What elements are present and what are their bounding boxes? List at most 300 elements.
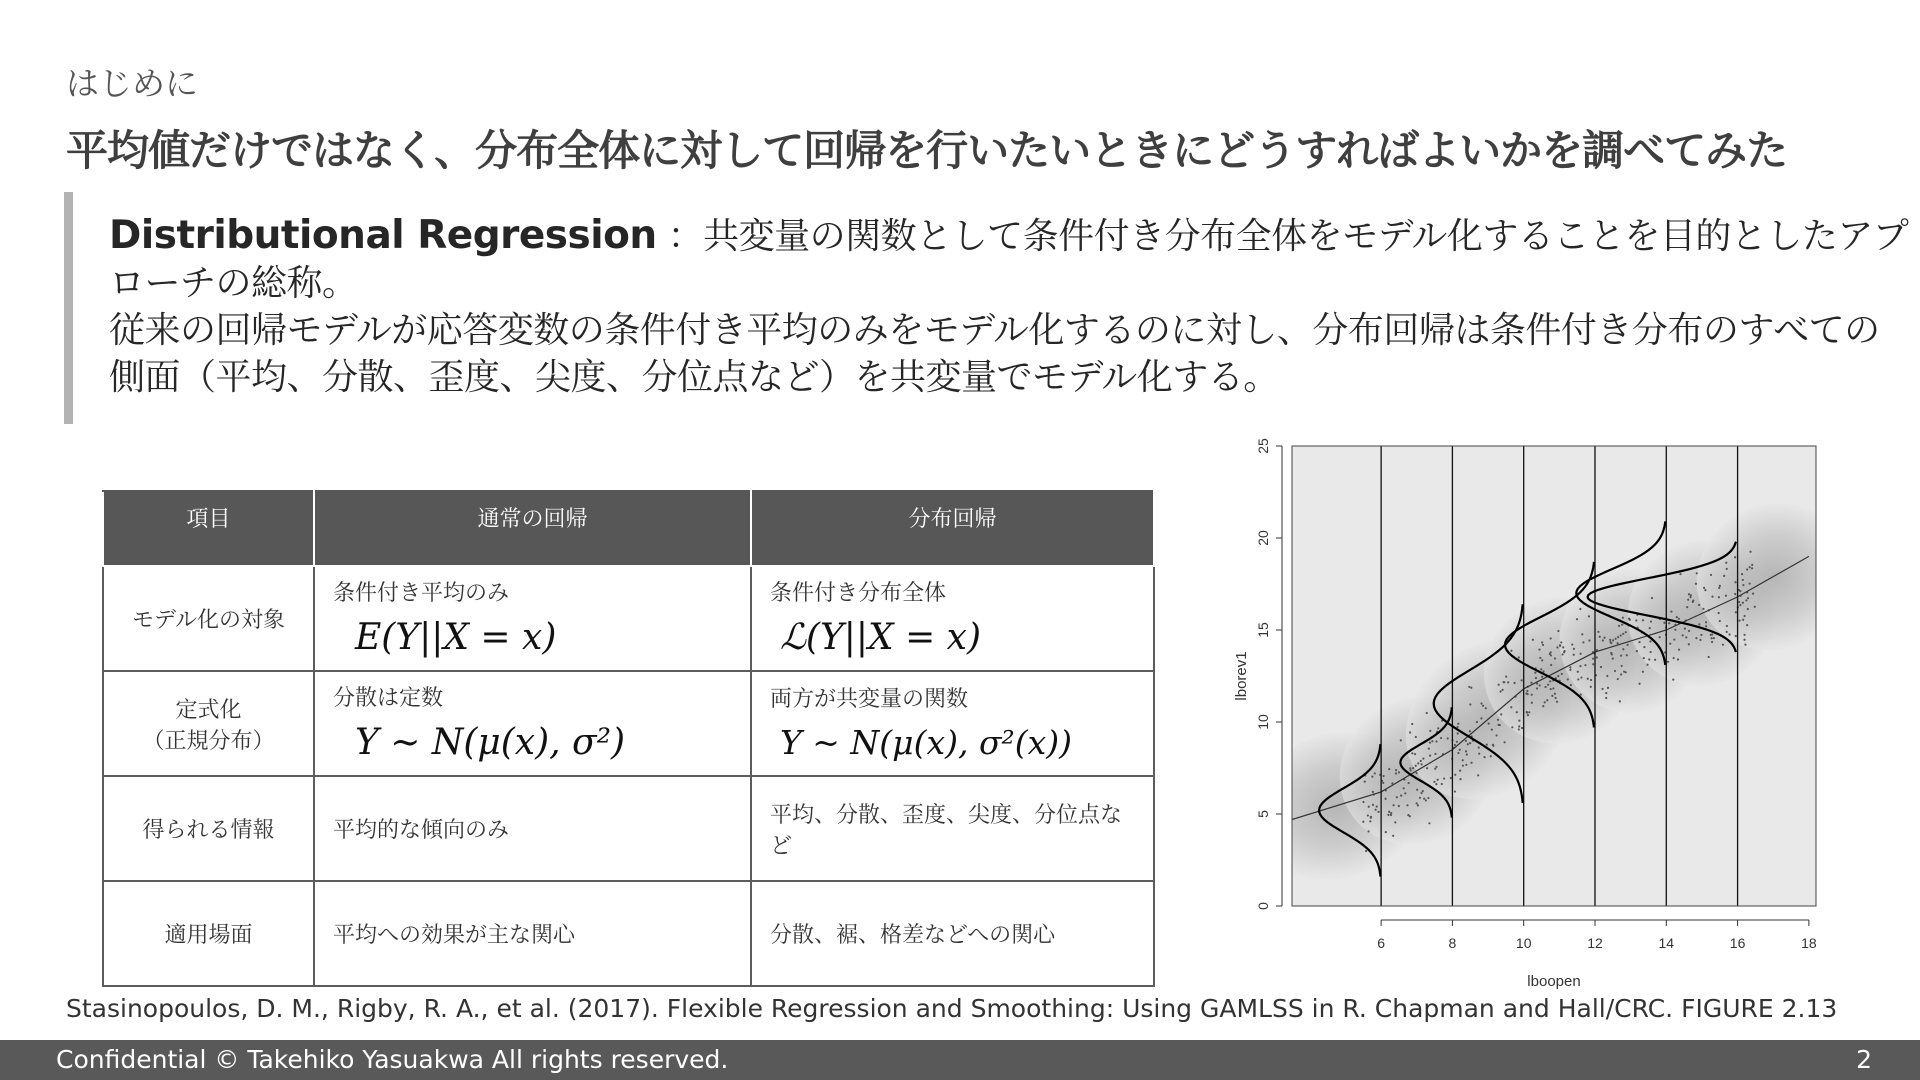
data-point: [1507, 681, 1509, 683]
data-point: [1739, 604, 1741, 606]
data-point: [1682, 634, 1684, 636]
data-point: [1702, 608, 1704, 610]
data-point: [1429, 730, 1431, 732]
table-row: [103, 881, 1154, 986]
data-point: [1674, 629, 1676, 631]
data-point: [1745, 599, 1747, 601]
data-point: [1541, 659, 1543, 661]
data-point: [1663, 622, 1665, 624]
data-point: [1673, 638, 1675, 640]
data-point: [1562, 646, 1564, 648]
y-tick-label: 20: [1255, 530, 1271, 546]
data-point: [1503, 681, 1505, 683]
data-point: [1587, 678, 1589, 680]
data-point: [1457, 723, 1459, 725]
data-point: [1408, 782, 1410, 784]
data-point: [1486, 744, 1488, 746]
data-point: [1434, 753, 1436, 755]
data-point: [1384, 798, 1386, 800]
data-point: [1410, 769, 1412, 771]
data-point: [1552, 687, 1554, 689]
data-point: [1610, 652, 1612, 654]
y-tick-label: 5: [1255, 810, 1271, 818]
data-point: [1557, 675, 1559, 677]
data-point: [1742, 602, 1744, 604]
data-point: [1667, 661, 1669, 663]
data-point: [1734, 556, 1736, 558]
data-point: [1480, 717, 1482, 719]
data-point: [1476, 721, 1478, 723]
data-point: [1725, 562, 1727, 564]
data-point: [1395, 772, 1397, 774]
data-point: [1420, 792, 1422, 794]
data-point: [1738, 619, 1740, 621]
data-point: [1610, 642, 1612, 644]
data-point: [1420, 760, 1422, 762]
dist-cell: [751, 671, 1154, 776]
data-point: [1719, 585, 1721, 587]
row-label: モデル化の対象: [103, 566, 314, 671]
data-point: [1698, 623, 1700, 625]
normal-cell: 平均への効果が主な関心: [314, 881, 751, 986]
data-point: [1679, 573, 1681, 575]
data-point: [1546, 699, 1548, 701]
data-point: [1470, 687, 1472, 689]
data-point: [1569, 669, 1571, 671]
data-point: [1579, 665, 1581, 667]
data-point: [1465, 740, 1467, 742]
data-point: [1688, 630, 1690, 632]
data-point: [1556, 646, 1558, 648]
data-point: [1600, 666, 1602, 668]
normal-cell: 平均的な傾向のみ: [314, 776, 751, 881]
data-point: [1687, 599, 1689, 601]
data-point: [1532, 639, 1534, 641]
data-point: [1557, 630, 1559, 632]
data-point: [1540, 668, 1542, 670]
data-point: [1525, 692, 1527, 694]
data-point: [1465, 764, 1467, 766]
data-point: [1614, 670, 1616, 672]
data-point: [1527, 714, 1529, 716]
data-point: [1375, 809, 1377, 811]
data-point: [1403, 787, 1405, 789]
data-point: [1742, 619, 1744, 621]
data-point: [1521, 727, 1523, 729]
data-point: [1623, 671, 1625, 673]
data-point: [1567, 678, 1569, 680]
data-point: [1369, 820, 1371, 822]
data-point: [1612, 639, 1614, 641]
data-point: [1596, 656, 1598, 658]
data-point: [1622, 633, 1624, 635]
data-point: [1406, 804, 1408, 806]
data-point: [1426, 767, 1428, 769]
data-point: [1409, 767, 1411, 769]
table-row: [103, 776, 1154, 881]
data-point: [1735, 635, 1737, 637]
footer-bar: [0, 1040, 1920, 1080]
data-point: [1518, 728, 1520, 730]
data-point: [1684, 628, 1686, 630]
data-point: [1400, 795, 1402, 797]
data-point: [1749, 566, 1751, 568]
data-point: [1696, 572, 1698, 574]
data-point: [1518, 725, 1520, 727]
row-label-line2: （正規分布）: [142, 728, 275, 754]
data-point: [1636, 650, 1638, 652]
data-point: [1597, 631, 1599, 633]
data-point: [1703, 587, 1705, 589]
data-point: [1497, 719, 1499, 721]
data-point: [1362, 821, 1364, 823]
data-point: [1728, 633, 1730, 635]
data-point: [1425, 799, 1427, 801]
row-label: 適用場面: [103, 881, 314, 986]
slide-title: 平均値だけではなく、分布全体に対して回帰を行いたいときにどうすればよいかを調べてみた: [66, 126, 1788, 175]
data-point: [1531, 694, 1533, 696]
data-point: [1642, 619, 1644, 621]
data-point: [1620, 655, 1622, 657]
data-point: [1579, 653, 1581, 655]
data-point: [1744, 644, 1746, 646]
data-point: [1492, 745, 1494, 747]
data-point: [1711, 633, 1713, 635]
dist-text: 条件付き分布全体: [770, 580, 947, 606]
data-point: [1550, 637, 1552, 639]
definition-text-2: 従来の回帰モデルが応答変数の条件付き平均のみをモデル化するのに対し、分布回帰は条件付き分布のすべての側面（平均、分散、歪度、尖度、分位点など）を共変量でモデル化する。: [109, 310, 1880, 398]
data-point: [1478, 753, 1480, 755]
data-point: [1457, 752, 1459, 754]
data-point: [1754, 606, 1756, 608]
data-point: [1643, 646, 1645, 648]
data-point: [1390, 814, 1392, 816]
data-point: [1672, 679, 1674, 681]
data-point: [1722, 644, 1724, 646]
data-point: [1746, 568, 1748, 570]
data-point: [1626, 644, 1628, 646]
data-point: [1726, 625, 1728, 627]
normal-cell: [314, 671, 751, 776]
data-point: [1723, 575, 1725, 577]
data-point: [1550, 654, 1552, 656]
data-point: [1368, 806, 1370, 808]
data-point: [1394, 821, 1396, 823]
data-point: [1676, 616, 1678, 618]
data-point: [1686, 606, 1688, 608]
data-point: [1365, 850, 1367, 852]
data-point: [1535, 677, 1537, 679]
data-point: [1462, 759, 1464, 761]
data-point: [1726, 631, 1728, 633]
data-point: [1462, 765, 1464, 767]
dist-cell: 分散、裾、格差などへの関心: [751, 881, 1154, 986]
data-point: [1469, 730, 1471, 732]
data-point: [1396, 796, 1398, 798]
x-tick-label: 16: [1729, 935, 1746, 951]
data-point: [1426, 712, 1428, 714]
data-point: [1612, 657, 1614, 659]
dist-text: 両方が共変量の関数: [770, 686, 969, 712]
data-point: [1677, 658, 1679, 660]
data-point: [1609, 639, 1611, 641]
data-point: [1685, 636, 1687, 638]
y-tick-label: 0: [1255, 902, 1271, 910]
data-point: [1429, 742, 1431, 744]
data-point: [1422, 790, 1424, 792]
data-point: [1465, 750, 1467, 752]
data-point: [1398, 771, 1400, 773]
normal-formula: E(Y||X = x): [355, 616, 557, 658]
data-point: [1689, 596, 1691, 598]
data-point: [1495, 734, 1497, 736]
data-point: [1649, 627, 1651, 629]
x-tick-label: 8: [1448, 935, 1457, 951]
data-point: [1367, 814, 1369, 816]
data-point: [1669, 643, 1671, 645]
data-point: [1398, 805, 1400, 807]
data-point: [1605, 692, 1607, 694]
data-point: [1422, 758, 1424, 760]
data-point: [1711, 596, 1713, 598]
data-point: [1498, 684, 1500, 686]
data-point: [1719, 620, 1721, 622]
data-point: [1478, 747, 1480, 749]
data-point: [1447, 737, 1449, 739]
data-point: [1659, 636, 1661, 638]
data-point: [1698, 604, 1700, 606]
data-point: [1428, 748, 1430, 750]
data-point: [1415, 736, 1417, 738]
data-point: [1454, 774, 1456, 776]
data-point: [1588, 615, 1590, 617]
data-point: [1700, 634, 1702, 636]
data-point: [1749, 551, 1751, 553]
data-point: [1651, 597, 1653, 599]
row-label: 得られる情報: [103, 776, 314, 881]
data-point: [1404, 792, 1406, 794]
data-point: [1550, 688, 1552, 690]
page-number: 2: [1856, 1045, 1872, 1074]
data-point: [1480, 702, 1482, 704]
data-point: [1560, 641, 1562, 643]
data-point: [1576, 618, 1578, 620]
data-point: [1362, 801, 1364, 803]
data-point: [1638, 683, 1640, 685]
data-point: [1642, 671, 1644, 673]
y-tick-label: 15: [1255, 622, 1271, 638]
data-point: [1606, 675, 1608, 677]
data-point: [1417, 762, 1419, 764]
data-point: [1581, 633, 1583, 635]
data-point: [1526, 712, 1528, 714]
data-point: [1705, 621, 1707, 623]
data-point: [1688, 593, 1690, 595]
data-point: [1617, 636, 1619, 638]
data-point: [1550, 664, 1552, 666]
data-point: [1734, 593, 1736, 595]
data-point: [1382, 775, 1384, 777]
data-point: [1518, 656, 1520, 658]
definition-text-1: 共変量の関数として条件付き分布全体をモデル化することを目的としたアプローチの総称。: [109, 216, 1909, 304]
data-point: [1414, 753, 1416, 755]
data-point: [1749, 582, 1751, 584]
data-point: [1456, 741, 1458, 743]
data-point: [1577, 678, 1579, 680]
data-point: [1708, 656, 1710, 658]
data-point: [1510, 650, 1512, 652]
data-point: [1561, 673, 1563, 675]
data-point: [1577, 671, 1579, 673]
data-point: [1503, 741, 1505, 743]
data-point: [1710, 574, 1712, 576]
data-point: [1388, 811, 1390, 813]
data-point: [1415, 765, 1417, 767]
data-point: [1741, 573, 1743, 575]
data-point: [1549, 680, 1551, 682]
data-point: [1482, 705, 1484, 707]
dist-cell: 平均、分散、歪度、尖度、分位点など: [751, 776, 1154, 881]
data-point: [1457, 732, 1459, 734]
data-point: [1569, 666, 1571, 668]
data-point: [1385, 831, 1387, 833]
data-point: [1699, 639, 1701, 641]
data-point: [1554, 693, 1556, 695]
data-point: [1485, 707, 1487, 709]
data-point: [1459, 778, 1461, 780]
data-point: [1531, 702, 1533, 704]
data-point: [1711, 637, 1713, 639]
header-item: 項目: [103, 491, 314, 566]
data-point: [1411, 752, 1413, 754]
x-axis-label: lboopen: [1527, 973, 1581, 990]
citation: Stasinopoulos, D. M., Rigby, R. A., et al. (2017). Flexible Regression and Smoothing: Using GAMLSS in R. Chapman and Hall/CRC. FIGURE 2.13: [66, 994, 1838, 1023]
data-point: [1678, 618, 1680, 620]
data-point: [1584, 664, 1586, 666]
data-point: [1592, 658, 1594, 660]
comparison-table: [102, 490, 1155, 987]
data-point: [1542, 670, 1544, 672]
data-point: [1635, 619, 1637, 621]
data-point: [1544, 701, 1546, 703]
data-point: [1541, 676, 1543, 678]
data-point: [1392, 835, 1394, 837]
data-point: [1435, 766, 1437, 768]
data-point: [1541, 641, 1543, 643]
data-point: [1695, 583, 1697, 585]
data-point: [1621, 624, 1623, 626]
table-header-row: [103, 491, 1154, 566]
definition-term: Distributional Regression: [109, 213, 657, 258]
data-point: [1551, 695, 1553, 697]
data-point: [1469, 742, 1471, 744]
x-tick-label: 14: [1658, 935, 1675, 951]
data-point: [1416, 772, 1418, 774]
dist-cell: [751, 566, 1154, 671]
data-point: [1607, 687, 1609, 689]
definition-separator: ：: [667, 216, 704, 257]
data-point: [1469, 703, 1471, 705]
data-point: [1751, 567, 1753, 569]
data-point: [1371, 776, 1373, 778]
data-point: [1434, 768, 1436, 770]
data-point: [1429, 755, 1431, 757]
data-point: [1459, 770, 1461, 772]
data-point: [1428, 822, 1430, 824]
data-point: [1618, 625, 1620, 627]
normal-cell: [314, 566, 751, 671]
data-point: [1437, 727, 1439, 729]
data-point: [1742, 579, 1744, 581]
data-point: [1747, 597, 1749, 599]
data-point: [1513, 682, 1515, 684]
data-point: [1650, 620, 1652, 622]
row-label: [103, 671, 314, 776]
data-point: [1468, 686, 1470, 688]
data-point: [1620, 634, 1622, 636]
header-distributional-regression: 分布回帰: [751, 491, 1154, 566]
data-point: [1467, 743, 1469, 745]
data-point: [1499, 724, 1501, 726]
data-point: [1648, 658, 1650, 660]
header-normal-regression: 通常の回帰: [314, 491, 751, 566]
data-point: [1374, 772, 1376, 774]
definition-block: [64, 192, 1909, 424]
y-tick-label: 10: [1255, 714, 1271, 730]
data-point: [1433, 781, 1435, 783]
data-point: [1617, 642, 1619, 644]
data-point: [1590, 686, 1592, 688]
data-point: [1412, 767, 1414, 769]
data-point: [1409, 731, 1411, 733]
x-tick-label: 18: [1801, 935, 1817, 951]
data-point: [1364, 780, 1366, 782]
data-point: [1483, 756, 1485, 758]
data-point: [1528, 711, 1530, 713]
data-point: [1718, 596, 1720, 598]
data-point: [1372, 791, 1374, 793]
data-point: [1539, 657, 1541, 659]
data-point: [1387, 814, 1389, 816]
footer-text: Confidential © Takehiko Yasuakwa All rights reserved.: [56, 1045, 729, 1074]
data-point: [1392, 804, 1394, 806]
section-label: はじめに: [66, 64, 198, 103]
data-point: [1534, 672, 1536, 674]
data-point: [1459, 749, 1461, 751]
data-point: [1726, 568, 1728, 570]
data-point: [1416, 789, 1418, 791]
data-point: [1370, 816, 1372, 818]
data-point: [1563, 651, 1565, 653]
data-point: [1646, 664, 1648, 666]
data-point: [1491, 729, 1493, 731]
data-point: [1421, 763, 1423, 765]
data-point: [1416, 802, 1418, 804]
data-point: [1695, 637, 1697, 639]
data-point: [1450, 777, 1452, 779]
data-point: [1573, 654, 1575, 656]
data-point: [1622, 617, 1624, 619]
data-point: [1711, 641, 1713, 643]
data-point: [1511, 726, 1513, 728]
data-point: [1746, 624, 1748, 626]
data-point: [1470, 762, 1472, 764]
data-point: [1592, 663, 1594, 665]
data-point: [1554, 657, 1556, 659]
data-point: [1554, 697, 1556, 699]
data-point: [1599, 636, 1601, 638]
data-point: [1477, 774, 1479, 776]
